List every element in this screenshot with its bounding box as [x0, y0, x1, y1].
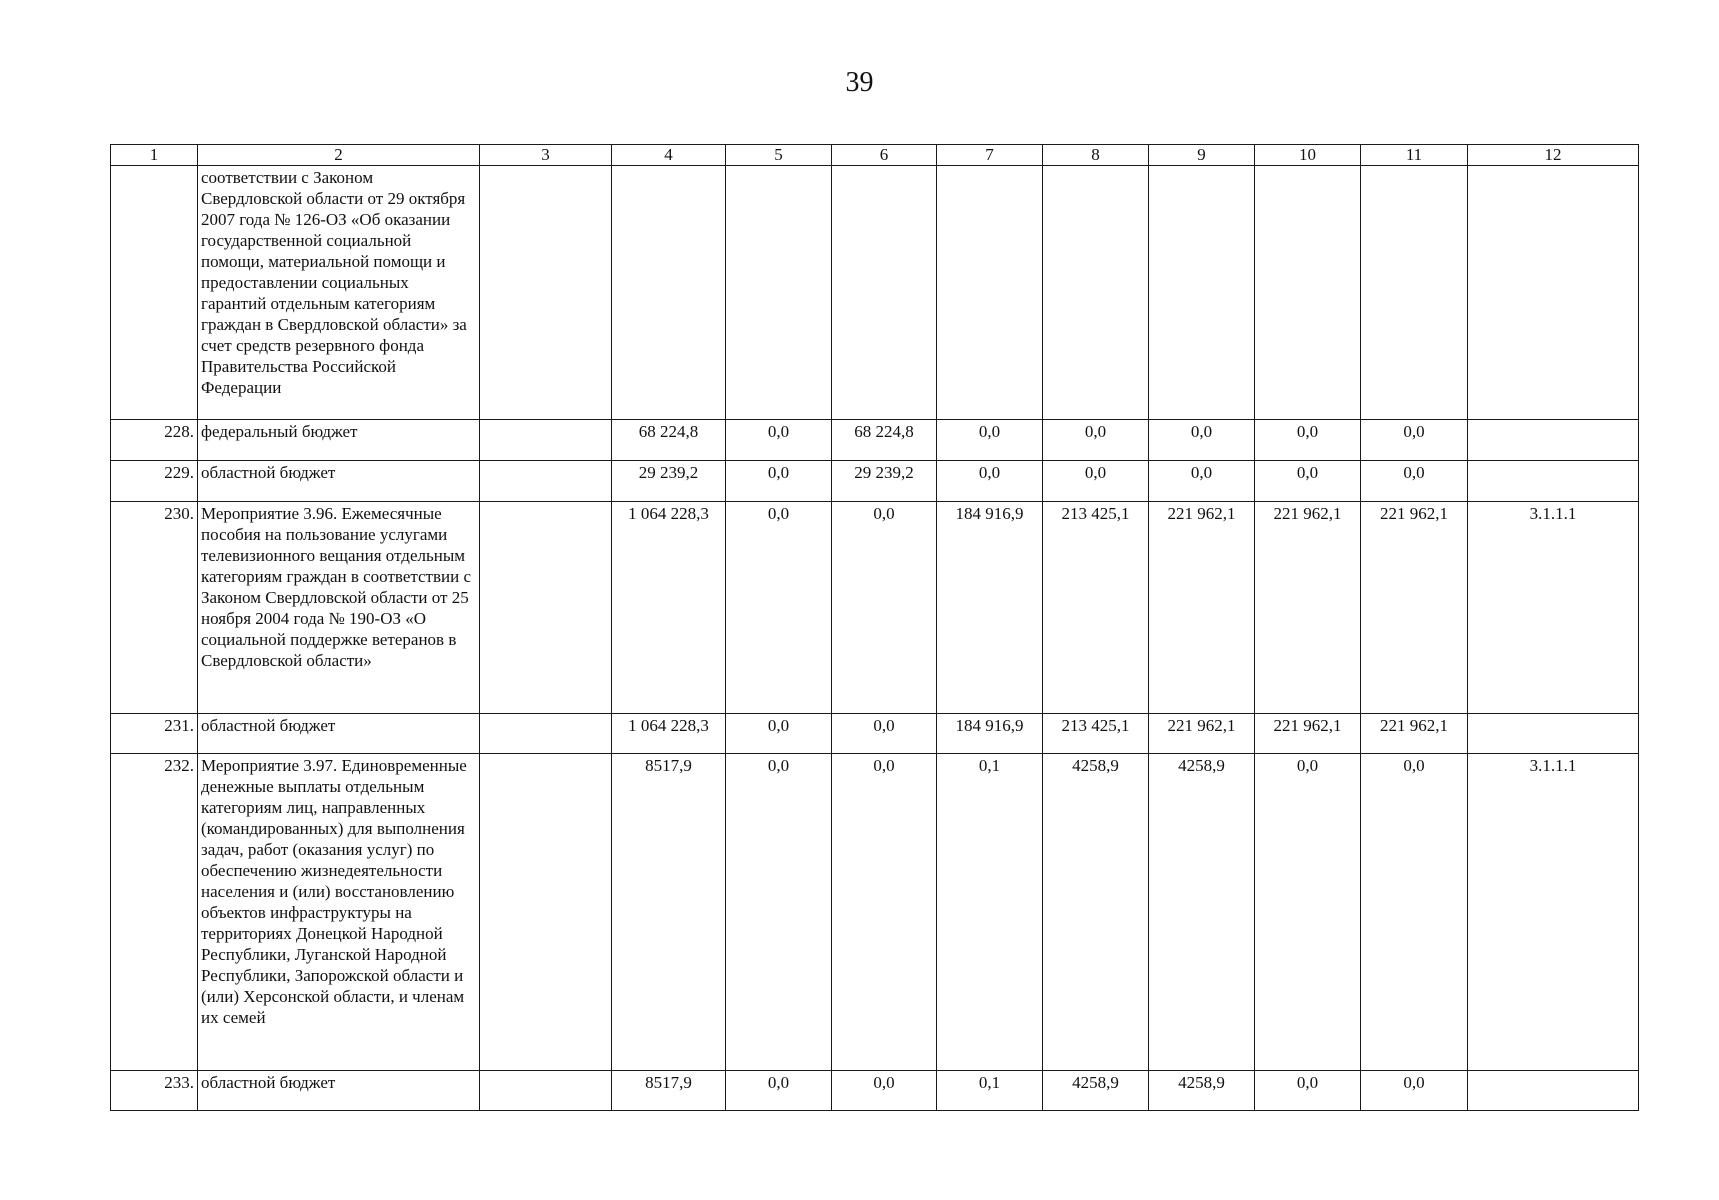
cell: 0,0 [726, 754, 832, 1071]
row-description: областной бюджет [198, 714, 480, 754]
cell: 184 916,9 [937, 714, 1043, 754]
row-description: областной бюджет [198, 461, 480, 502]
cell: 0,0 [726, 1071, 832, 1111]
cell: 0,0 [832, 1071, 937, 1111]
row-description: Мероприятие 3.96. Ежемесячные пособия на пользование услугами телевизионного вещания отдельным категориям граждан в соответствии с Законом Свердловской области от 25 ноября 2004 года № 190-ОЗ «О социальной поддержке ветеранов в Свердловской области» [198, 502, 480, 714]
cell: 0,1 [937, 754, 1043, 1071]
cell [1149, 166, 1255, 420]
table-row [111, 420, 1639, 461]
cell: 0,0 [1361, 754, 1468, 1071]
cell: 4258,9 [1043, 754, 1149, 1071]
column-header: 4 [612, 145, 726, 166]
cell [480, 461, 612, 502]
cell [832, 166, 937, 420]
row-number: 233. [111, 1071, 198, 1111]
column-header: 6 [832, 145, 937, 166]
cell: 29 239,2 [612, 461, 726, 502]
cell: 0,0 [832, 754, 937, 1071]
table-row [111, 754, 1639, 1071]
table-row [111, 166, 1639, 420]
cell [1361, 166, 1468, 420]
column-header: 2 [198, 145, 480, 166]
cell: 0,0 [1149, 420, 1255, 461]
column-header: 5 [726, 145, 832, 166]
cell: 8517,9 [612, 1071, 726, 1111]
cell: 0,0 [1255, 1071, 1361, 1111]
cell: 221 962,1 [1361, 714, 1468, 754]
cell: 221 962,1 [1361, 502, 1468, 714]
row-description: федеральный бюджет [198, 420, 480, 461]
cell: 0,0 [1255, 420, 1361, 461]
header-row [111, 145, 1639, 166]
cell: 0,0 [1043, 461, 1149, 502]
row-number: 232. [111, 754, 198, 1071]
cell: 0,0 [937, 420, 1043, 461]
cell-code [1468, 420, 1639, 461]
cell: 221 962,1 [1149, 714, 1255, 754]
budget-table [110, 144, 1639, 1111]
cell [1043, 166, 1149, 420]
table-row [111, 714, 1639, 754]
column-header: 11 [1361, 145, 1468, 166]
cell: 221 962,1 [1255, 502, 1361, 714]
cell: 0,0 [1255, 461, 1361, 502]
cell: 0,1 [937, 1071, 1043, 1111]
column-header: 1 [111, 145, 198, 166]
cell: 8517,9 [612, 754, 726, 1071]
cell: 1 064 228,3 [612, 502, 726, 714]
cell: 0,0 [726, 420, 832, 461]
cell-code: 3.1.1.1 [1468, 754, 1639, 1071]
cell: 0,0 [1361, 461, 1468, 502]
cell: 213 425,1 [1043, 502, 1149, 714]
cell: 0,0 [726, 502, 832, 714]
column-header: 9 [1149, 145, 1255, 166]
cell-code [1468, 166, 1639, 420]
column-header: 12 [1468, 145, 1639, 166]
cell [480, 420, 612, 461]
page-number: 39 [845, 67, 874, 98]
cell: 0,0 [1361, 1071, 1468, 1111]
cell [937, 166, 1043, 420]
cell [480, 754, 612, 1071]
cell: 0,0 [1255, 754, 1361, 1071]
row-description: областной бюджет [198, 1071, 480, 1111]
cell: 0,0 [832, 714, 937, 754]
row-number [111, 166, 198, 420]
cell: 184 916,9 [937, 502, 1043, 714]
column-header: 7 [937, 145, 1043, 166]
column-header: 10 [1255, 145, 1361, 166]
cell: 221 962,1 [1255, 714, 1361, 754]
cell: 0,0 [1043, 420, 1149, 461]
row-description: соответствии с Законом Свердловской области от 29 октября 2007 года № 126-ОЗ «Об оказании государственной социальной помощи, материальной помощи и предоставлении социальных гарантий отдельным категориям граждан в Свердловской области» за счет средств резервного фонда Правительства Российской Федерации [198, 166, 480, 420]
cell [480, 502, 612, 714]
cell [480, 714, 612, 754]
cell-code: 3.1.1.1 [1468, 502, 1639, 714]
row-number: 228. [111, 420, 198, 461]
cell: 0,0 [1149, 461, 1255, 502]
cell: 0,0 [726, 714, 832, 754]
cell: 4258,9 [1149, 754, 1255, 1071]
cell-code [1468, 1071, 1639, 1111]
row-number: 230. [111, 502, 198, 714]
cell: 4258,9 [1043, 1071, 1149, 1111]
cell [726, 166, 832, 420]
cell [1255, 166, 1361, 420]
column-header: 8 [1043, 145, 1149, 166]
cell: 68 224,8 [612, 420, 726, 461]
cell: 0,0 [726, 461, 832, 502]
cell-code [1468, 714, 1639, 754]
cell: 221 962,1 [1149, 502, 1255, 714]
cell: 4258,9 [1149, 1071, 1255, 1111]
cell: 29 239,2 [832, 461, 937, 502]
table-row [111, 502, 1639, 714]
cell: 213 425,1 [1043, 714, 1149, 754]
row-number: 231. [111, 714, 198, 754]
cell-code [1468, 461, 1639, 502]
column-header: 3 [480, 145, 612, 166]
cell: 0,0 [832, 502, 937, 714]
row-number: 229. [111, 461, 198, 502]
cell [612, 166, 726, 420]
cell: 0,0 [937, 461, 1043, 502]
cell [480, 166, 612, 420]
table-row [111, 1071, 1639, 1111]
cell: 68 224,8 [832, 420, 937, 461]
row-description: Мероприятие 3.97. Единовременные денежные выплаты отдельным категориям лиц, направленных (командированных) для выполнения задач, работ (оказания услуг) по обеспечению жизнедеятельности населения и (или) восстановлению объектов инфраструктуры на территориях Донецкой Народной Республики, Луганской Народной Республики, Запорожской области и (или) Херсонской области, и членам их семей [198, 754, 480, 1071]
cell: 1 064 228,3 [612, 714, 726, 754]
table-row [111, 461, 1639, 502]
cell: 0,0 [1361, 420, 1468, 461]
cell [480, 1071, 612, 1111]
